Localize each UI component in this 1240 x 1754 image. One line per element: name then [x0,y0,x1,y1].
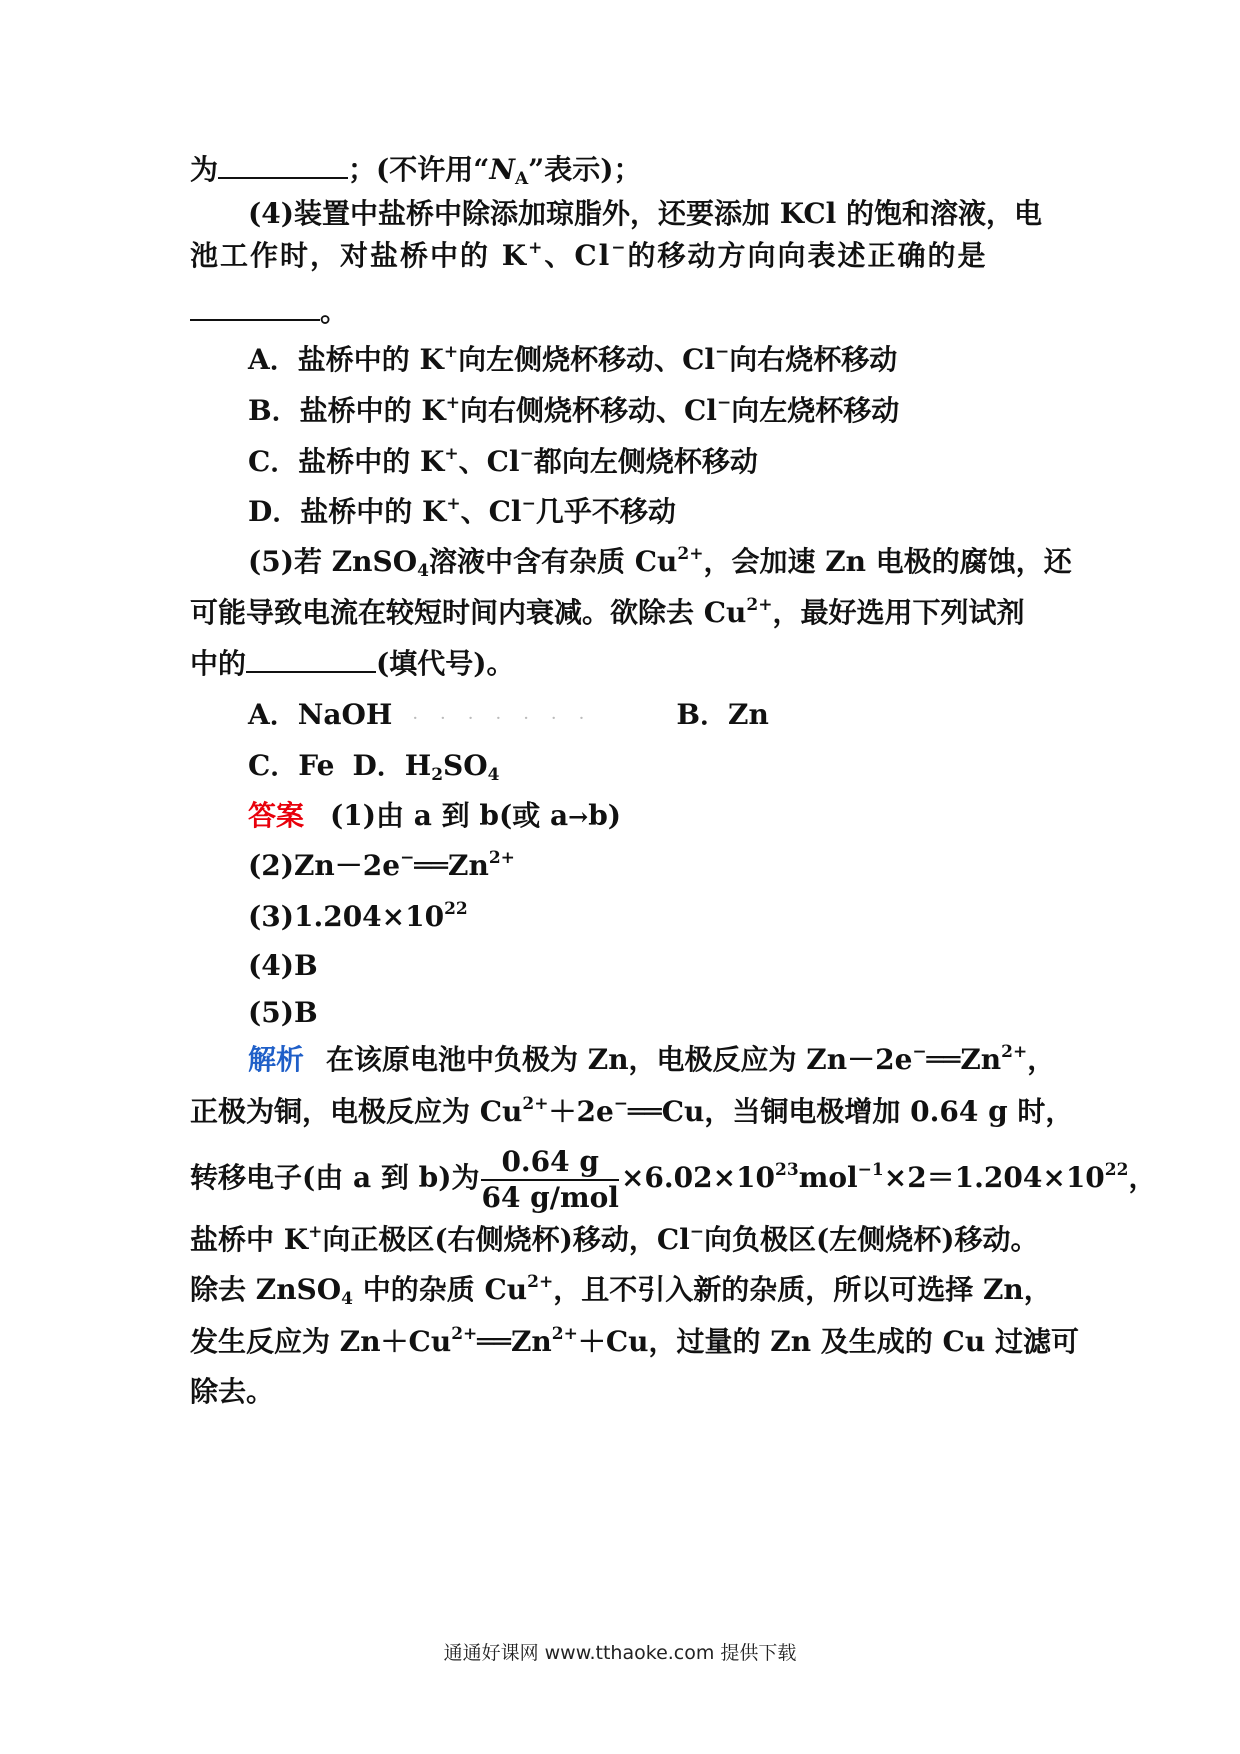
text: b) [588,799,622,832]
superscript: − [400,848,415,868]
q5-options-cd [248,746,1060,786]
analysis-line3 [190,1138,1157,1218]
text: B．盐桥中的 K [248,394,446,427]
superscript: −1 [857,1160,884,1180]
superscript: − [715,342,730,362]
answer-line2 [248,846,1060,886]
text: 向左侧烧杯移动、Cl [458,343,715,376]
text: ， [1128,1161,1157,1194]
text: ”表示)； [528,153,642,186]
superscript: − [521,494,536,514]
text: 向正极区(右侧烧杯)移动，Cl [322,1223,690,1256]
option-b: B．Zn [676,698,769,731]
text: A．盐桥中的 K [248,343,444,376]
superscript: 2+ [451,1324,478,1344]
q4-line3 [190,292,1060,332]
fraction-denominator: 64 g/mol [481,1180,619,1214]
answer-line1 [248,796,1060,837]
subscript: 2 [431,765,444,785]
text: 的移动方向向表述正确的是 [627,239,988,272]
text: 盐桥中 K [190,1223,309,1256]
q4-line2 [190,236,1060,276]
option-d: D．H [352,749,432,782]
text: 除去。 [190,1375,275,1408]
superscript: − [912,1042,927,1062]
superscript: 2+ [551,1324,578,1344]
text: 都向左侧烧杯移动 [533,445,758,478]
answer-label: 答案 [248,799,305,832]
text: ×2＝1.204×10 [883,1161,1105,1194]
text: 转移电子(由 a 到 b)为 [190,1161,480,1194]
text: 在该原电池中负极为 Zn，电极反应为 Zn－2e [326,1043,913,1076]
q3-tail-line [190,150,1060,190]
subscript: 4 [341,1289,354,1309]
text: 中的杂质 Cu [353,1273,528,1306]
superscript: − [519,444,534,464]
superscript: + [443,342,459,362]
q4-option-a [248,340,1060,380]
superscript: − [613,1094,629,1114]
text: 、Cl [460,495,522,528]
q4-option-b [248,391,1060,431]
text: 可能导致电流在较短时间内衰减。欲除去 Cu [190,596,747,629]
analysis-line6 [190,1322,1079,1362]
text: 向右烧杯移动 [729,343,898,376]
na-subscript: A [514,169,529,189]
superscript: 2+ [677,544,704,564]
text: 向右侧烧杯移动、Cl [460,394,717,427]
text: (3)1.204×10 [248,900,445,933]
superscript: + [444,444,459,464]
text: (4)装置中盐桥中除添加琼脂外，还要添加 KCl 的饱和溶液，电 [248,197,1042,230]
analysis-line7 [190,1372,1060,1412]
text: SO [443,749,488,782]
q5-line2 [190,593,1060,633]
na-symbol: N [489,153,515,186]
text: (5)若 ZnSO [248,545,418,578]
text: (1)由 a 到 b(或 a [330,799,569,832]
option-c: C．Fe [248,749,335,782]
superscript: 2+ [746,595,773,615]
text: 、Cl [458,445,520,478]
text: 为 [190,153,219,186]
fraction [481,1145,618,1215]
analysis-label: 解析 [248,1043,305,1076]
superscript: 2+ [488,848,515,868]
text: 。 [320,295,349,328]
text: 除去 ZnSO [190,1273,342,1306]
text: C．盐桥中的 K [248,445,445,478]
text: ══Cu，当铜电极增加 0.64 g 时， [628,1095,1074,1128]
text: (4)B [248,949,318,982]
answer-blank [190,293,320,321]
answer-blank [246,645,376,673]
superscript: 22 [1104,1160,1129,1180]
option-a: A．NaOH [248,698,393,731]
text: (5)B [248,996,318,1029]
superscript: 2+ [522,1094,549,1114]
text: ＋Cu，过量的 Zn 及生成的 Cu 过滤可 [577,1325,1079,1358]
superscript: + [308,1222,323,1242]
q4-option-d [248,492,1060,532]
text: 向左烧杯移动 [731,394,900,427]
text: ，最好选用下列试剂 [772,596,1025,629]
superscript: + [528,238,545,258]
text: ×6.02×10 [620,1161,776,1194]
text: ，会加速 Zn 电极的腐蚀，还 [703,545,1072,578]
q4-line1 [248,194,1060,234]
subscript: 4 [417,561,429,581]
text: 发生反应为 Zn＋Cu [190,1325,452,1358]
text: ，且不引入新的杂质，所以可选择 Zn， [553,1273,1052,1306]
subscript: 4 [487,765,500,785]
text: ＋2e [548,1095,614,1128]
text: 几乎不移动 [535,495,676,528]
text: 、Cl [544,239,612,272]
footer-source: 通通好课网 www.tthaoke.com 提供下载 [443,1642,797,1664]
answer-line4 [248,946,1060,986]
analysis-line1 [248,1040,1060,1080]
superscript: 23 [775,1160,799,1180]
answer-line3 [248,897,1060,937]
text: (2)Zn－2e [248,849,401,882]
superscript: 2+ [1001,1042,1028,1062]
analysis-line2 [190,1092,1074,1132]
text: 溶液中含有杂质 Cu [428,545,678,578]
text: 正极为铜，电极反应为 Cu [190,1095,523,1128]
text: ══Zn [477,1325,552,1358]
q4-option-c [248,442,1060,482]
superscript: + [445,393,461,413]
fraction-numerator: 0.64 g [481,1145,618,1181]
q5-line1 [248,542,1072,582]
text: 向负极区(左侧烧杯)移动。 [704,1223,1039,1256]
q5-line3 [190,644,1060,684]
text: ══Zn [414,849,489,882]
superscript: 2+ [527,1272,554,1292]
text: D．盐桥中的 K [248,495,447,528]
text: ══Zn [926,1043,1002,1076]
superscript: 22 [444,899,468,919]
analysis-line5 [190,1270,1060,1310]
text: ；(不许用“ [348,153,490,186]
answer-line5 [248,993,1060,1033]
analysis-line4 [190,1220,1060,1260]
superscript: − [611,238,628,258]
text: (填代号)。 [376,647,515,680]
superscript: − [716,393,732,413]
text: mol [798,1161,858,1194]
answer-blank [218,151,348,179]
dot-leader: ······· [412,708,607,729]
text: 中的 [190,647,247,680]
text: 池工作时，对盐桥中的 K [190,239,529,272]
superscript: + [446,494,461,514]
arrow-icon: → [568,802,589,831]
text: ， [1027,1043,1056,1076]
q5-options-ab [248,695,1060,739]
superscript: − [689,1222,705,1242]
